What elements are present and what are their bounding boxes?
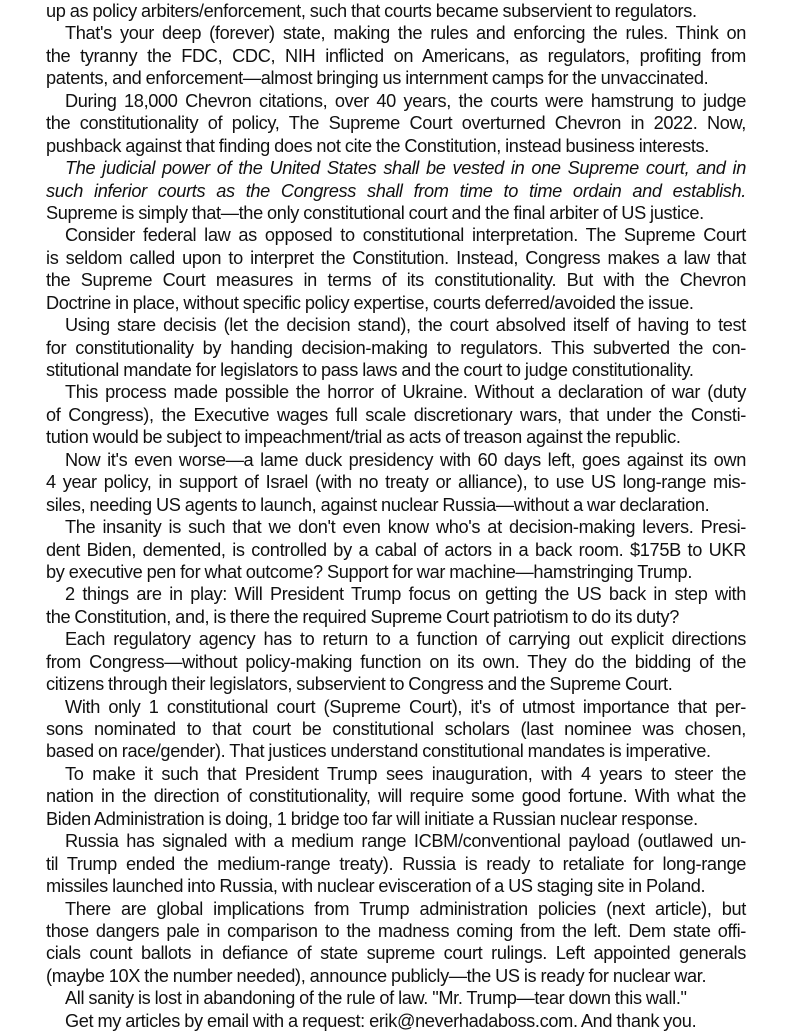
text-line: Now it's even worse—a lame duck presidency with 60 days left, goes against its own — [65, 449, 746, 470]
text-line: Using stare decisis (let the decision stand), the court absolved itself of having to test — [65, 315, 746, 336]
paragraph — [46, 516, 746, 583]
constitution-quote-line: such inferior courts as the Congress shall from time to time ordain and establish. — [46, 180, 746, 201]
paragraph — [46, 381, 746, 448]
paragraph — [46, 583, 746, 628]
paragraph — [46, 696, 746, 763]
text-line: citizens through their legislators, subservient to Congress and the Supreme Court. — [46, 674, 673, 695]
paragraph — [46, 898, 746, 988]
text-line: missiles launched into Russia, with nuclear evisceration of a US staging site in Poland. — [46, 876, 706, 897]
text-line: 4 year policy, in support of Israel (with no treaty or alliance), to use US long-range mis- — [46, 472, 746, 493]
paragraph — [46, 157, 746, 224]
text-line: patents, and enforcement—almost bringing us internment camps for the unvaccinated. — [46, 68, 709, 89]
text-line: There are global implications from Trump administration policies (next article), but — [65, 898, 746, 919]
paragraph — [46, 628, 746, 695]
text-line: dent Biden, demented, is controlled by a cabal of actors in a back room. $175B to UKR — [46, 539, 746, 560]
text-line: for constitutionality by handing decision-making to regulators. This subverted the con- — [46, 337, 746, 358]
text-line: 2 things are in play: Will President Trump focus on getting the US back in step with — [65, 584, 746, 605]
constitution-quote-line: The judicial power of the United States shall be vested in one Supreme court, and in — [65, 158, 746, 179]
text-line: is seldom called upon to interpret the Constitution. Instead, Congress makes a law that — [46, 247, 746, 268]
text-line: cials count ballots in defiance of state supreme court rulings. Left appointed generals — [46, 943, 746, 964]
text-line: That's your deep (forever) state, making the rules and enforcing the rules. Think on — [65, 23, 746, 44]
text-line: of Congress), the Executive wages full scale discretionary wars, that under the Consti- — [46, 404, 746, 425]
text-line: During 18,000 Chevron citations, over 40 years, the courts were hamstrung to judge — [65, 90, 746, 111]
text-line: the constitutionality of policy, The Supreme Court overturned Chevron in 2022. Now, — [46, 113, 746, 134]
text-line: Doctrine in place, without specific policy expertise, courts deferred/avoided the issue. — [46, 292, 694, 313]
text-line: the Supreme Court measures in terms of its constitutionality. But with the Chevron — [46, 270, 746, 291]
paragraph — [46, 987, 746, 1009]
text-line: Consider federal law as opposed to constitutional interpretation. The Supreme Court — [65, 225, 746, 246]
paragraph — [46, 22, 746, 89]
text-line: those dangers pale in comparison to the madness coming from the left. Dem state offi- — [46, 920, 746, 941]
text-line: stitutional mandate for legislators to pass laws and the court to judge constitutionality. — [46, 360, 694, 380]
paragraph — [46, 1010, 746, 1032]
text-line: pushback against that finding does not cite the Constitution, instead business interests. — [46, 135, 709, 156]
contact-line: Get my articles by email with a request: erik@neverhadaboss.com. And thank you. — [65, 1010, 697, 1031]
text-line: based on race/gender). That justices understand constitutional mandates is imperative. — [46, 741, 711, 762]
text-line: Each regulatory agency has to return to a function of carrying out explicit directions — [65, 629, 746, 650]
text-line: til Trump ended the medium-range treaty). Russia is ready to retaliate for long-range — [46, 853, 746, 874]
text-line: siles, needing US agents to launch, against nuclear Russia—without a war declaration. — [46, 494, 710, 515]
text-line: The insanity is such that we don't even know who's at decision-making levers. Presi- — [65, 517, 746, 538]
text-line: from Congress—without policy-making function on its own. They do the bidding of the — [46, 651, 746, 672]
paragraph — [46, 314, 746, 381]
text-line: by executive pen for what outcome? Support for war machine—hamstringing Trump. — [46, 561, 693, 582]
text-line: nation in the direction of constitutionality, will require some good fortune. With what the — [46, 786, 746, 807]
text-line: sons nominated to that court be constitutional scholars (last nominee was chosen, — [46, 719, 746, 739]
paragraph — [46, 224, 746, 314]
paragraph — [46, 0, 746, 22]
text-line: With only 1 constitutional court (Supreme Court), it's of utmost importance that per- — [65, 696, 746, 717]
text-line: (maybe 10X the number needed), announce publicly—the US is ready for nuclear war. — [46, 965, 707, 986]
text-line: the Constitution, and, is there the required Supreme Court patriotism to do its duty? — [46, 606, 680, 627]
text-line: tution would be subject to impeachment/trial as acts of treason against the republic. — [46, 427, 681, 448]
text-line: the tyranny the FDC, CDC, NIH inflicted on Americans, as regulators, profiting from — [46, 45, 746, 66]
text-line: Supreme is simply that—the only constitutional court and the final arbiter of US justice. — [46, 202, 704, 223]
paragraph — [46, 449, 746, 516]
text-line: This process made possible the horror of Ukraine. Without a declaration of war (duty — [65, 382, 746, 403]
text-line: Russia has signaled with a medium range ICBM/conventional payload (outlawed un- — [65, 831, 746, 852]
text-line: Biden Administration is doing, 1 bridge too far will initiate a Russian nuclear response. — [46, 808, 698, 829]
paragraph — [46, 763, 746, 830]
paragraph — [46, 90, 746, 157]
text-line: To make it such that President Trump sees inauguration, with 4 years to steer the — [65, 763, 746, 784]
text-line: All sanity is lost in abandoning of the rule of law. "Mr. Trump—tear down this wall." — [65, 988, 687, 1009]
text-line: up as policy arbiters/enforcement, such that courts became subservient to regulators. — [46, 1, 697, 21]
paragraph — [46, 830, 746, 897]
article-body — [46, 0, 746, 1032]
